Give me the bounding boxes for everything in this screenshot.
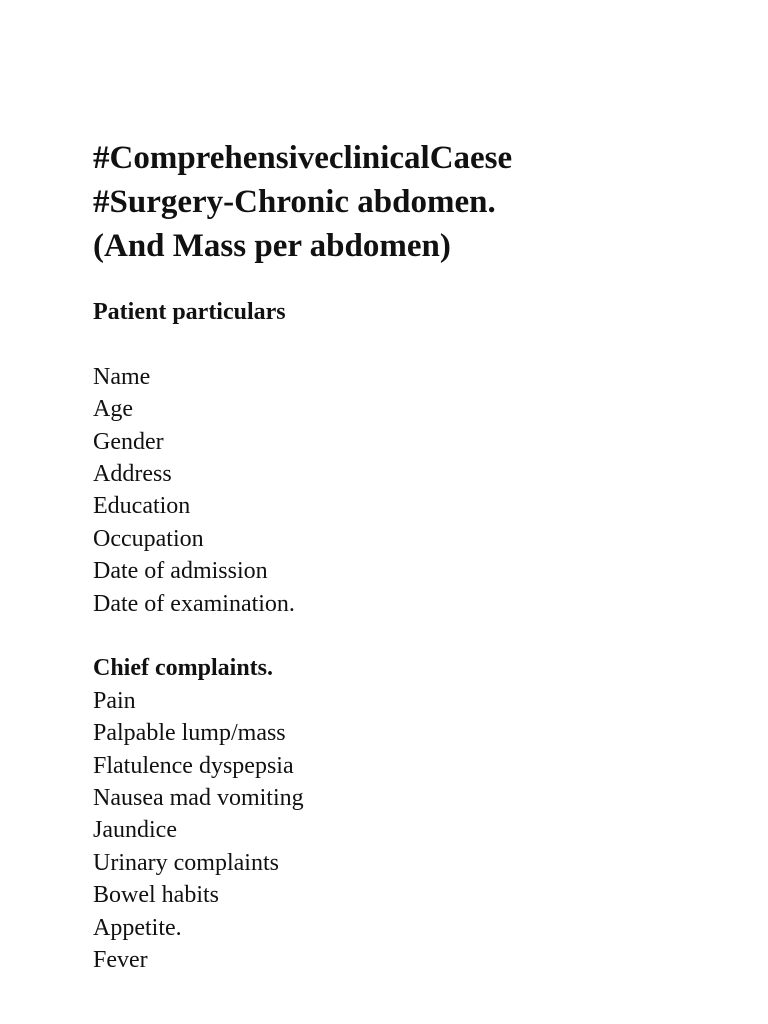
list-item: Fever — [93, 947, 148, 974]
list-item: Pain — [93, 687, 136, 714]
document-title-line-2: #Surgery-Chronic abdomen. — [93, 184, 496, 220]
list-item: Gender — [93, 428, 164, 455]
list-item: Palpable lump/mass — [93, 720, 286, 747]
spacer — [93, 268, 733, 296]
chief-complaints-list — [93, 685, 733, 977]
patient-particulars-list — [93, 361, 733, 620]
document-title-line-3: (And Mass per abdomen) — [93, 228, 451, 264]
document-title-line-1: #ComprehensiveclinicalCaese — [93, 140, 513, 176]
list-item: Age — [93, 396, 133, 423]
list-item: Address — [93, 461, 172, 488]
list-item: Jaundice — [93, 817, 177, 844]
chief-complaints-heading: Chief complaints. — [93, 655, 273, 682]
list-item: Bowel habits — [93, 882, 219, 909]
spacer — [93, 620, 733, 652]
list-item: Date of admission — [93, 558, 268, 585]
list-item: Name — [93, 363, 151, 390]
document-content — [93, 136, 733, 977]
list-item: Appetite. — [93, 914, 182, 941]
list-item: Occupation — [93, 525, 204, 552]
list-item: Urinary complaints — [93, 849, 279, 876]
list-item: Date of examination. — [93, 590, 295, 617]
spacer — [93, 328, 733, 360]
patient-particulars-heading: Patient particulars — [93, 299, 286, 325]
list-item: Nausea mad vomiting — [93, 785, 304, 812]
list-item: Education — [93, 493, 191, 520]
list-item: Flatulence dyspepsia — [93, 752, 294, 779]
